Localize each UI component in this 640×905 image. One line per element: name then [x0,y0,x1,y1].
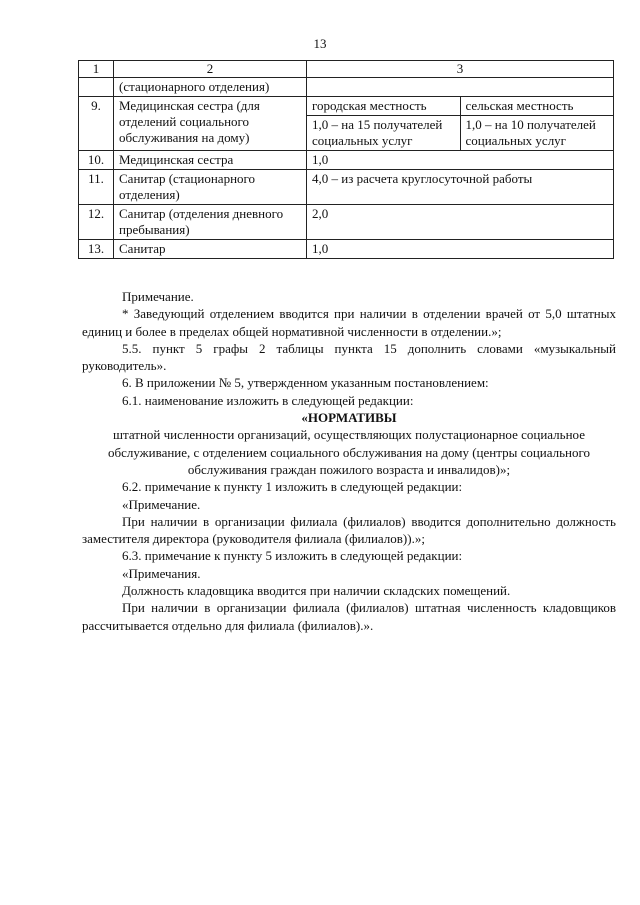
header-col-3: 3 [307,61,614,78]
section-subtitle: штатной численности организаций, осуществляющих полустационарное социальное обслуживание, с отделением социального обслуживания на дому (центры социального обслуживания граждан пожилого возраста и инвалидов)»; [107,427,591,477]
row-value: 2,0 [307,205,614,240]
table-row [79,151,614,170]
table-row [79,97,614,116]
row-number: 13. [79,240,114,259]
paragraph: При наличии в организации филиала (филиалов) вводится дополнительно должность заместителя директора (руководителя филиала (филиалов)).»; [82,513,616,547]
row-name-continued: (стационарного отделения) [114,78,307,97]
paragraph: 6.1. наименование изложить в следующей редакции: [122,392,414,408]
header-col-2: 2 [114,61,307,78]
header-col-1: 1 [79,61,114,78]
row-name: Санитар (стационарного отделения) [114,170,307,205]
document-body [82,288,616,634]
row-value: 1,0 [307,240,614,259]
row-name: Санитар [114,240,307,259]
paragraph: 6.3. примечание к пункту 5 изложить в следующей редакции: [122,548,463,564]
rural-value: 1,0 – на 10 получателей социальных услуг [460,116,614,151]
paragraph: «Примечание. [122,496,201,512]
row-name: Медицинская сестра [114,151,307,170]
paragraph: «Примечания. [122,565,201,581]
row-value: 4,0 – из расчета круглосуточной работы [307,170,614,205]
table-row [79,240,614,259]
paragraph: 6.2. примечание к пункту 1 изложить в следующей редакции: [122,479,463,495]
section-title: «НОРМАТИВЫ [301,410,397,426]
paragraph: 5.5. пункт 5 графы 2 таблицы пункта 15 дополнить словами «музыкальный руководитель». [82,340,616,374]
row-name: Санитар (отделения дневного пребывания) [114,205,307,240]
paragraph: 6. В приложении № 5, утвержденном указанным постановлением: [122,375,489,391]
city-value: 1,0 – на 15 получателей социальных услуг [307,116,461,151]
row-value: 1,0 [307,151,614,170]
city-label: городская местность [307,97,461,116]
row-number: 11. [79,170,114,205]
row-number: 10. [79,151,114,170]
note-heading: Примечание. [122,289,194,304]
table-header-row [79,61,614,78]
note-text: * Заведующий отделением вводится при наличии в отделении врачей от 5,0 штатных единиц и более в пределах общей нормативной численности в отделении.»; [82,306,616,339]
table-row [79,78,614,97]
table-row [79,205,614,240]
staff-norms-table [78,60,614,259]
row-number: 12. [79,205,114,240]
row-name: Медицинская сестра (для отделений социального обслуживания на дому) [114,97,307,151]
paragraph: При наличии в организации филиала (филиалов) штатная численность кладовщиков рассчитывается отдельно для филиала (филиалов).». [82,600,616,633]
paragraph: Должность кладовщика вводится при наличии складских помещений. [122,583,511,599]
table-row [79,170,614,205]
rural-label: сельская местность [460,97,614,116]
page-number: 13 [313,36,327,51]
row-number: 9. [79,97,114,151]
